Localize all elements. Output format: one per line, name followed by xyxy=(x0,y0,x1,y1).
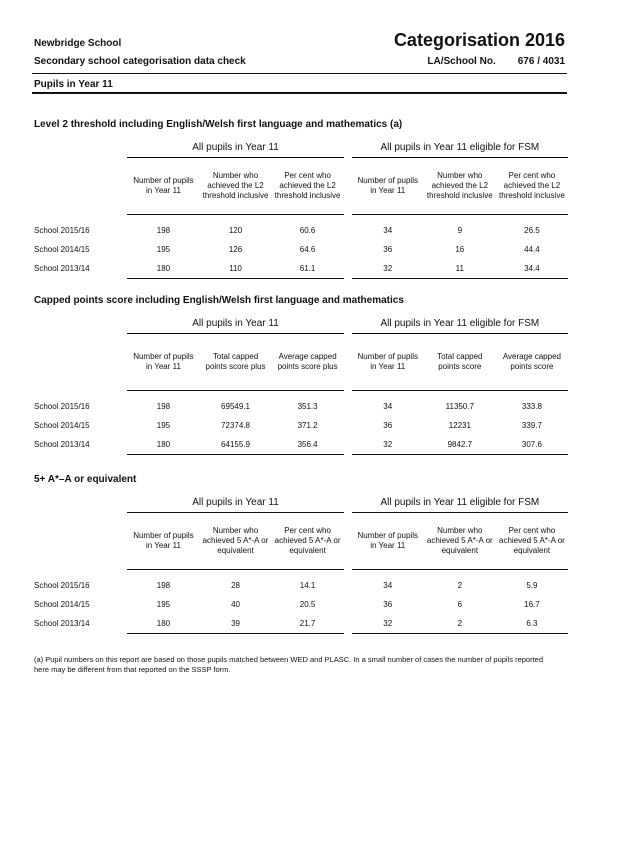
table-cell: 64.6 xyxy=(299,245,316,254)
table-cell: 6.3 xyxy=(496,614,568,634)
page-title: Categorisation 2016 xyxy=(393,30,565,50)
table-cell: 34 xyxy=(383,402,393,411)
table-cell: 339.7 xyxy=(521,421,542,430)
table-cell: 21.7 xyxy=(272,614,344,634)
table-cell: 198 xyxy=(156,226,171,235)
column-header: Number who achieved 5 A*-A or equivalent xyxy=(199,513,271,570)
table-cell: 9 xyxy=(457,226,463,235)
column-header: Number of pupils in Year 11 xyxy=(352,334,424,391)
table-cell: 16.7 xyxy=(524,600,540,609)
table-cell: 9842.7 xyxy=(424,435,496,455)
table-cell: 6 xyxy=(457,600,463,609)
group-fsm-pupils: All pupils in Year 11 eligible for FSM xyxy=(352,313,568,334)
group-all-pupils: All pupils in Year 11 xyxy=(127,492,343,513)
table-cell: 34.4 xyxy=(496,259,568,279)
row-label: School 2015/16 xyxy=(34,225,90,235)
table-cell: 34 xyxy=(383,581,393,590)
row-label: School 2015/16 xyxy=(34,580,90,590)
table-cell: 61.1 xyxy=(272,259,344,279)
table-cell: 69549.1 xyxy=(221,402,250,411)
table-cell: 12231 xyxy=(448,421,471,430)
table-cell: 195 xyxy=(156,421,171,430)
table-cell: 64155.9 xyxy=(199,435,271,455)
column-header: Number who achieved the L2 threshold inclusive xyxy=(199,158,271,215)
column-header: Total capped points score xyxy=(424,334,496,391)
column-header: Average capped points score plus xyxy=(272,334,344,391)
row-label: School 2014/15 xyxy=(34,421,90,430)
table-cell: 195 xyxy=(156,600,171,609)
section-5-a-star-a xyxy=(32,474,568,634)
school-name xyxy=(34,38,246,74)
column-header: Number of pupils in Year 11 xyxy=(352,158,424,215)
row-label: School 2013/14 xyxy=(34,619,90,629)
table-cell: 371.2 xyxy=(297,421,318,430)
section-title: Capped points score including English/Welsh first language and mathematics xyxy=(34,295,404,306)
table-cell: 11 xyxy=(424,259,496,279)
row-label: School 2014/15 xyxy=(34,245,90,254)
data-table xyxy=(32,137,568,279)
section-heading: Pupils in Year 11 xyxy=(34,79,113,90)
group-fsm-pupils: All pupils in Year 11 eligible for FSM xyxy=(352,492,568,513)
section-title: Level 2 threshold including English/Welsh first language and mathematics (a) xyxy=(34,119,403,130)
table-cell: 14.1 xyxy=(299,581,316,590)
table-cell: 32 xyxy=(352,259,424,279)
table-cell: 333.8 xyxy=(521,402,542,411)
column-header: Total capped points score plus xyxy=(199,334,271,391)
column-header: Number of pupils in Year 11 xyxy=(127,513,199,570)
table-cell: 11350.7 xyxy=(445,402,474,411)
table-row xyxy=(32,259,568,279)
group-all-pupils: All pupils in Year 11 xyxy=(127,313,343,334)
data-table xyxy=(32,313,568,455)
group-fsm-pupils: All pupils in Year 11 eligible for FSM xyxy=(352,137,568,158)
la-school-number xyxy=(427,56,565,67)
section-divider xyxy=(32,92,567,94)
table-cell: 36 xyxy=(383,600,393,609)
table-cell: 307.6 xyxy=(496,435,568,455)
column-header: Per cent who achieved 5 A*-A or equivalent xyxy=(496,513,568,570)
section-capped-points xyxy=(32,295,568,455)
table-cell: 198 xyxy=(156,581,171,590)
column-header: Number who achieved the L2 threshold inclusive xyxy=(424,158,496,215)
column-header: Per cent who achieved the L2 threshold inclusive xyxy=(496,158,568,215)
column-header: Per cent who achieved 5 A*-A or equivalent xyxy=(272,513,344,570)
column-header: Number of pupils in Year 11 xyxy=(127,158,199,215)
table-row xyxy=(32,614,568,634)
table-cell: 110 xyxy=(199,259,271,279)
table-cell: 32 xyxy=(352,435,424,455)
header-divider xyxy=(32,73,567,74)
table-cell: 2 xyxy=(424,614,496,634)
group-all-pupils: All pupils in Year 11 xyxy=(127,137,343,158)
section-level2-threshold xyxy=(32,119,568,279)
report-subtitle: Secondary school categorisation data check xyxy=(34,56,246,67)
table-cell: 195 xyxy=(156,245,171,254)
data-table xyxy=(32,492,568,634)
table-cell: 60.6 xyxy=(299,226,316,235)
table-cell: 20.5 xyxy=(299,600,316,609)
column-header: Per cent who achieved the L2 threshold inclusive xyxy=(272,158,344,215)
table-cell: 36 xyxy=(383,245,393,254)
column-header: Average capped points score xyxy=(496,334,568,391)
school-name-text: Newbridge School xyxy=(34,38,122,49)
section-title: 5+ A*–A or equivalent xyxy=(34,474,137,485)
table-cell: 5.9 xyxy=(526,581,538,590)
table-cell: 180 xyxy=(127,435,199,455)
row-label: School 2013/14 xyxy=(34,440,90,450)
table-cell: 16 xyxy=(455,245,465,254)
table-cell: 28 xyxy=(231,581,240,590)
table-row xyxy=(32,570,568,596)
table-cell: 34 xyxy=(383,226,393,235)
table-row xyxy=(32,391,568,417)
table-cell: 36 xyxy=(383,421,393,430)
table-cell: 351.3 xyxy=(297,402,318,411)
table-cell: 198 xyxy=(156,402,171,411)
column-header: Number who achieved 5 A*-A or equivalent xyxy=(424,513,496,570)
table-cell: 120 xyxy=(228,226,243,235)
table-row xyxy=(32,215,568,241)
table-cell: 180 xyxy=(127,614,199,634)
row-label: School 2014/15 xyxy=(34,600,90,609)
column-header: Number of pupils in Year 11 xyxy=(127,334,199,391)
table-cell: 44.4 xyxy=(524,245,540,254)
table-cell: 72374.8 xyxy=(221,421,250,430)
table-cell: 180 xyxy=(127,259,199,279)
table-cell: 356.4 xyxy=(272,435,344,455)
table-row xyxy=(32,240,568,259)
la-label: LA/School No. xyxy=(427,56,496,67)
table-cell: 26.5 xyxy=(524,226,540,235)
table-cell: 32 xyxy=(352,614,424,634)
row-label: School 2013/14 xyxy=(34,264,90,274)
column-header: Number of pupils in Year 11 xyxy=(352,513,424,570)
table-row xyxy=(32,435,568,455)
table-row xyxy=(32,595,568,614)
footnote: (a) Pupil numbers on this report are based on those pupils matched between WED and PLASC. In a small number of cases the number of pupils reported here may be different from that reported on the SSSP form. xyxy=(34,655,544,674)
table-cell: 39 xyxy=(199,614,271,634)
row-label: School 2015/16 xyxy=(34,401,90,411)
table-row xyxy=(32,416,568,435)
la-number: 676 / 4031 xyxy=(517,56,565,67)
table-cell: 126 xyxy=(228,245,243,254)
table-cell: 40 xyxy=(231,600,240,609)
table-cell: 2 xyxy=(457,581,463,590)
